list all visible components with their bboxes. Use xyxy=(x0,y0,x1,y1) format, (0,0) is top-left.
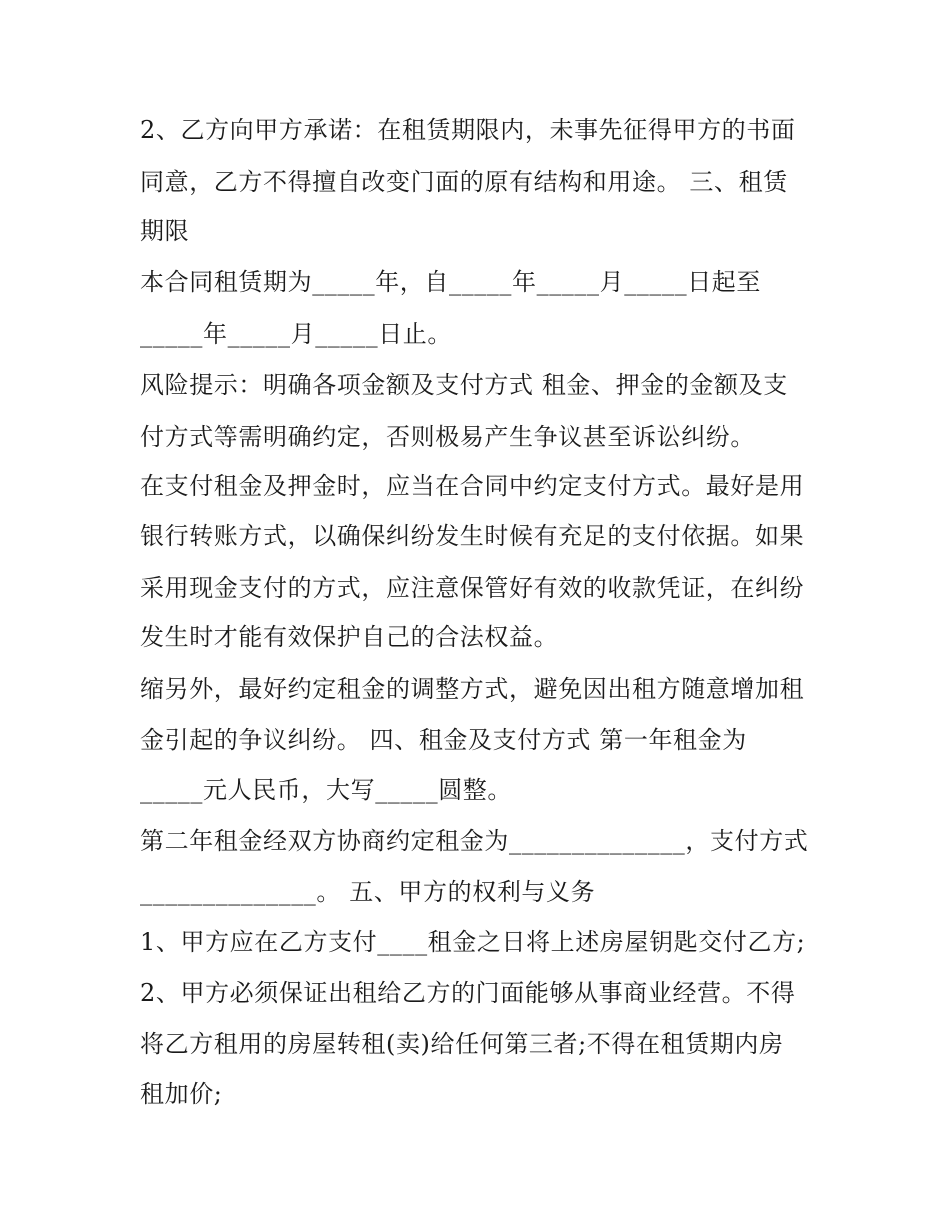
text-line: 发生时才能有效保护自己的合法权益。 xyxy=(140,623,559,651)
text-line: 在支付租金及押金时，应当在合同中约定支付方式。最好是用 xyxy=(140,472,805,500)
text-line: 付方式等需明确约定，否则极易产生争议甚至诉讼纠纷。 xyxy=(140,423,755,451)
text-line: 银行转账方式，以确保纠纷发生时候有充足的支付依据。如果 xyxy=(140,522,805,550)
text-line: _____年_____月_____日止。 xyxy=(140,320,452,348)
text-line: 风险提示：明确各项金额及支付方式 租金、押金的金额及支 xyxy=(140,371,788,399)
text-line: 本合同租赁期为_____年，自_____年_____月_____日起至 xyxy=(140,268,761,296)
text-line: 将乙方租用的房屋转租(卖)给任何第三者;不得在租赁期内房 xyxy=(140,1030,784,1058)
text-line: 2、乙方向甲方承诺：在租赁期限内，未事先征得甲方的书面 xyxy=(140,116,796,144)
text-line: 第二年租金经双方协商约定租金为______________，支付方式 xyxy=(140,827,809,855)
text-line: 缩另外，最好约定租金的调整方式，避免因出租方随意增加租 xyxy=(140,675,805,703)
text-line: 采用现金支付的方式，应注意保管好有效的收款凭证，在纠纷 xyxy=(140,574,805,602)
text-line: 金引起的争议纠纷。 四、租金及支付方式 第一年租金为 xyxy=(140,726,747,754)
text-line: 期限 xyxy=(140,217,190,245)
text-line: _____元人民币，大写_____圆整。 xyxy=(140,776,512,804)
text-line: 1、甲方应在乙方支付____租金之日将上述房屋钥匙交付乙方; xyxy=(140,928,806,956)
text-line: 同意，乙方不得擅自改变门面的原有结构和用途。 三、租赁 xyxy=(140,168,788,196)
text-line: 2、甲方必须保证出租给乙方的门面能够从事商业经营。不得 xyxy=(140,979,796,1007)
text-line: ______________。 五、甲方的权利与义务 xyxy=(140,878,596,906)
text-line: 租加价; xyxy=(140,1080,223,1108)
